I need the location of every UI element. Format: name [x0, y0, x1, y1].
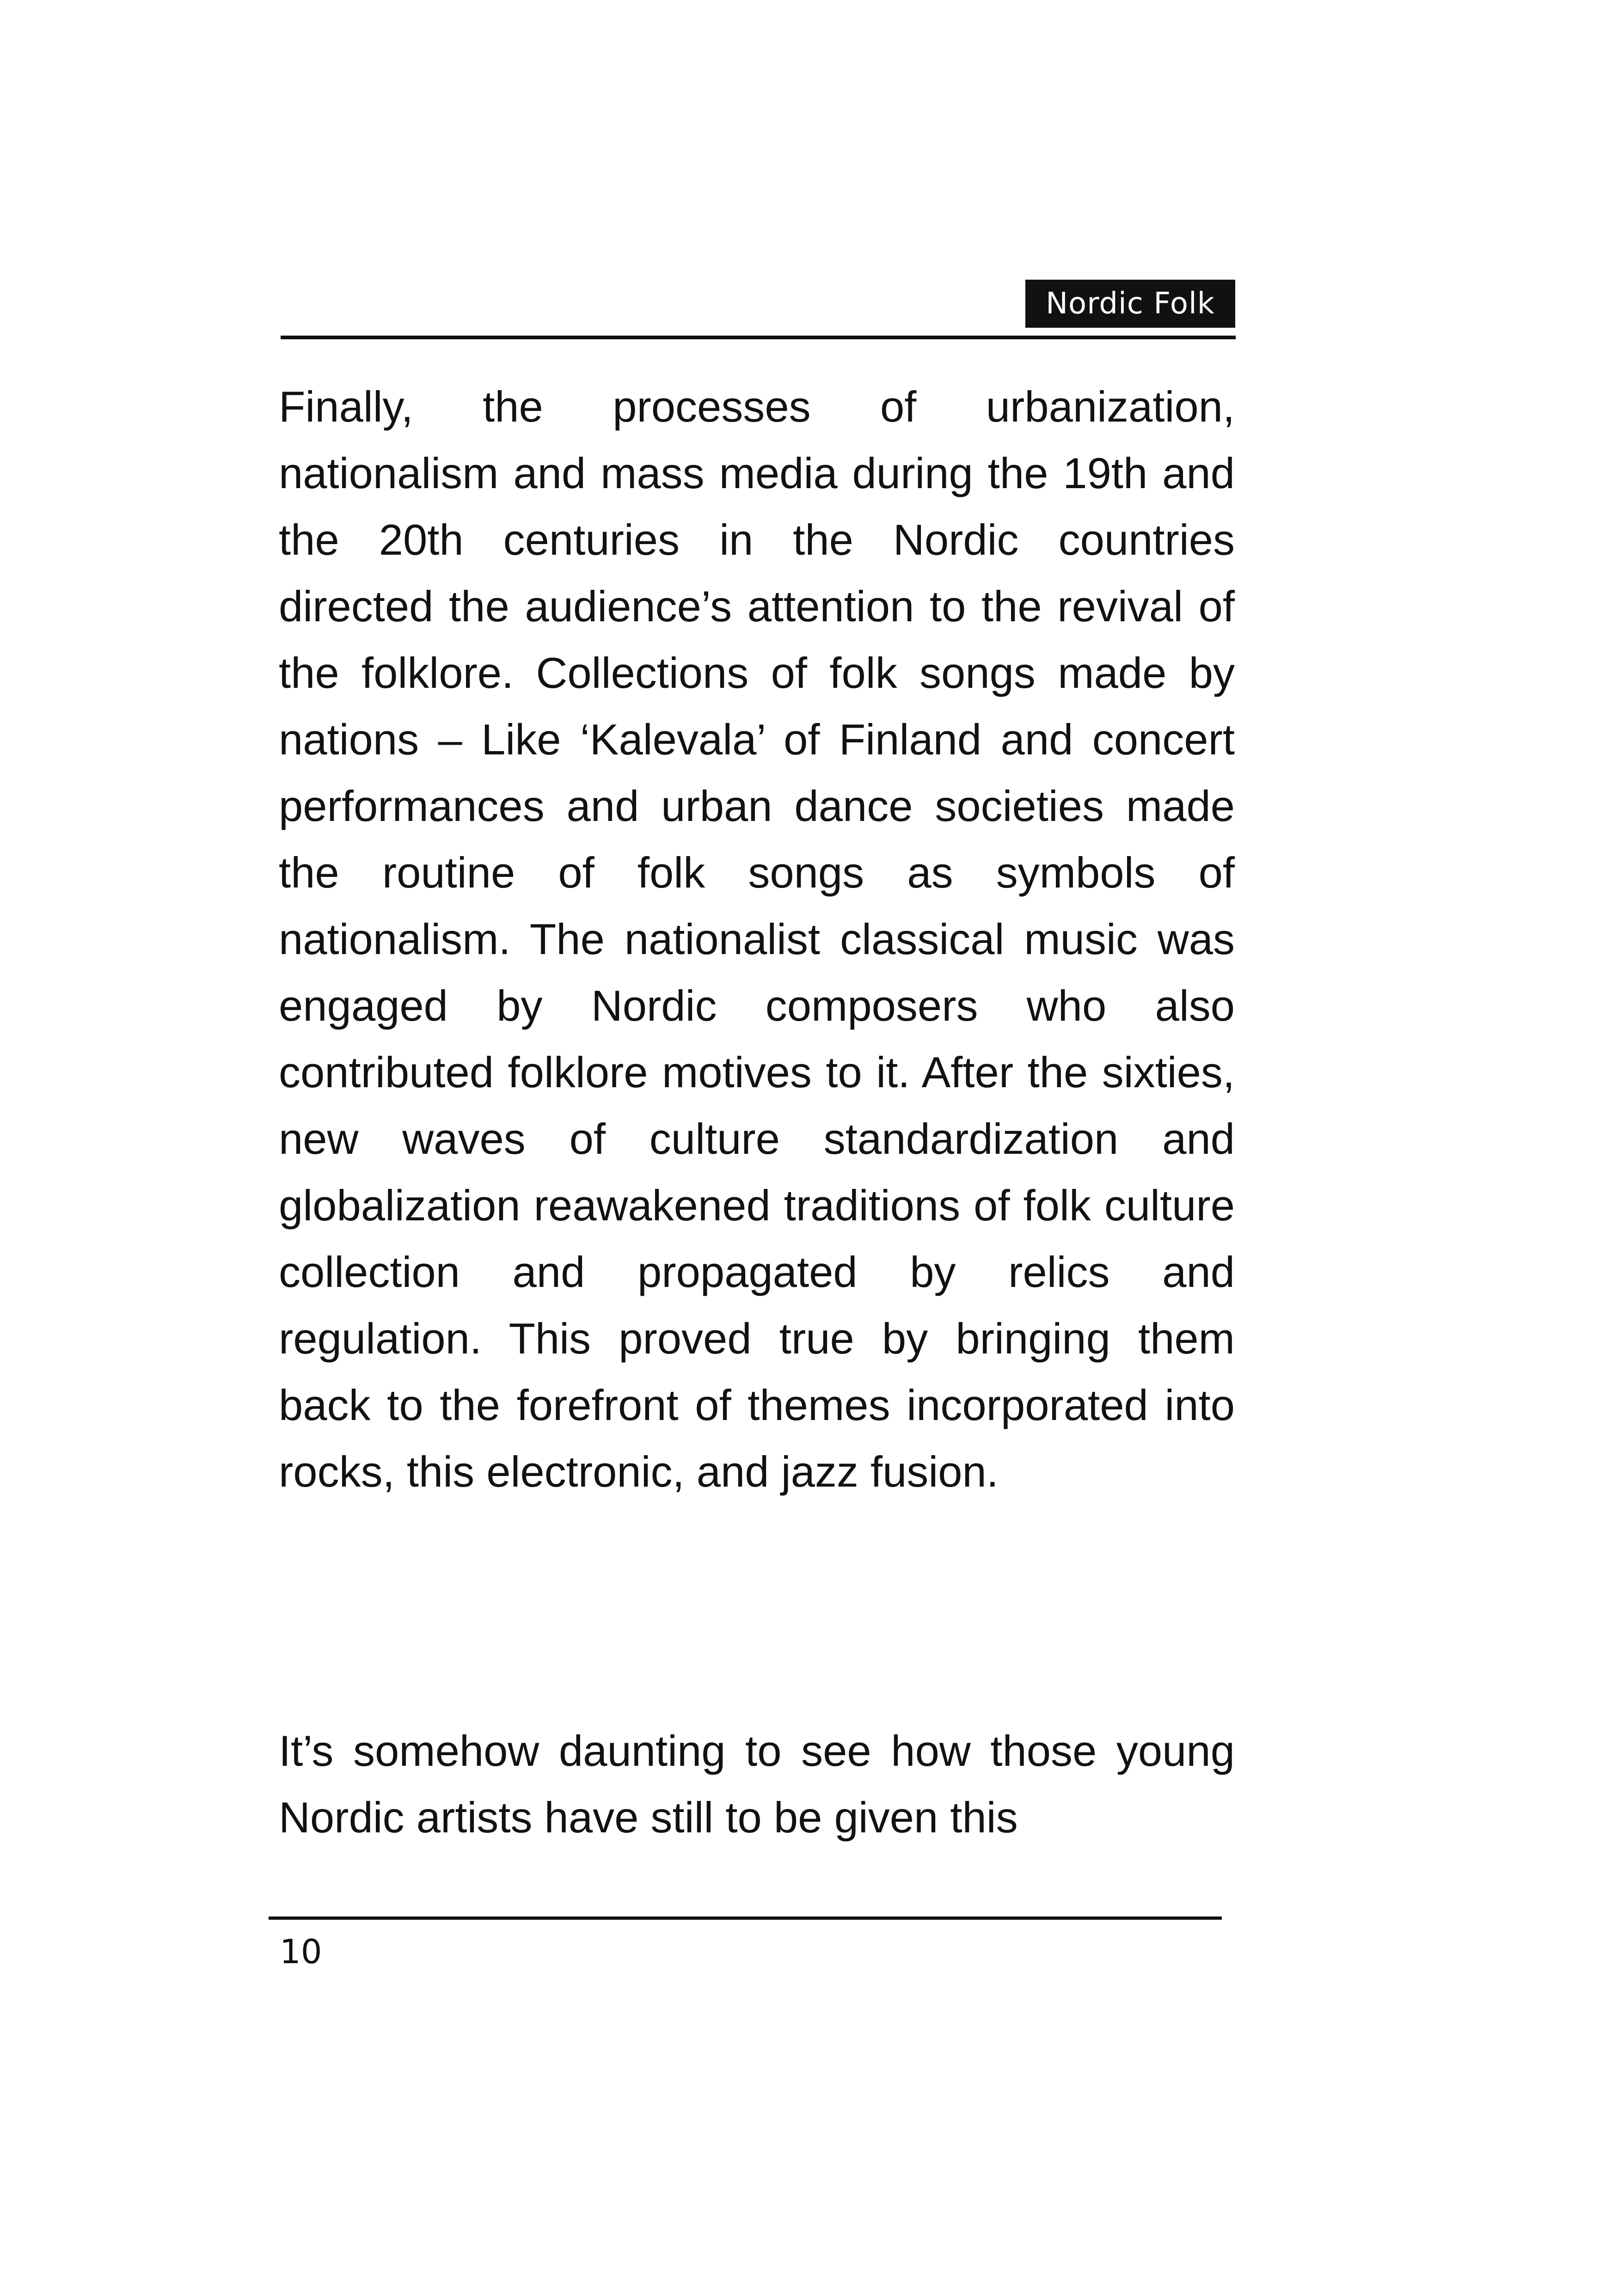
footer-rule — [269, 1916, 1222, 1920]
body-paragraph-2: It’s somehow daunting to see how those young Nordic artists have still to be given this — [279, 1727, 1235, 1842]
page-number: 10 — [280, 1932, 322, 1971]
running-header-title: Nordic Folk — [1025, 280, 1235, 328]
body-paragraph-1: Finally, the processes of urbanization, nationalism and mass media during the 19th and the 20th centuries in the Nordic countries directed the audience’s attention to the revival of the folklore. Collections of folk songs made by nations – Like ‘Kalevala’ of Finland and concert performances and urban dance societies made the routine of folk songs as symbols of nationalism. The nationalist classical music was engaged by Nordic composers who also contributed folklore motives to it. After the sixties, new waves of culture standardization and globalization reawakened traditions of folk culture collection and propagated by relics and regulation. This proved true by bringing them back to the forefront of themes incorporated into rocks, this electronic, and jazz fusion. — [279, 382, 1235, 1496]
header-rule — [281, 336, 1236, 339]
